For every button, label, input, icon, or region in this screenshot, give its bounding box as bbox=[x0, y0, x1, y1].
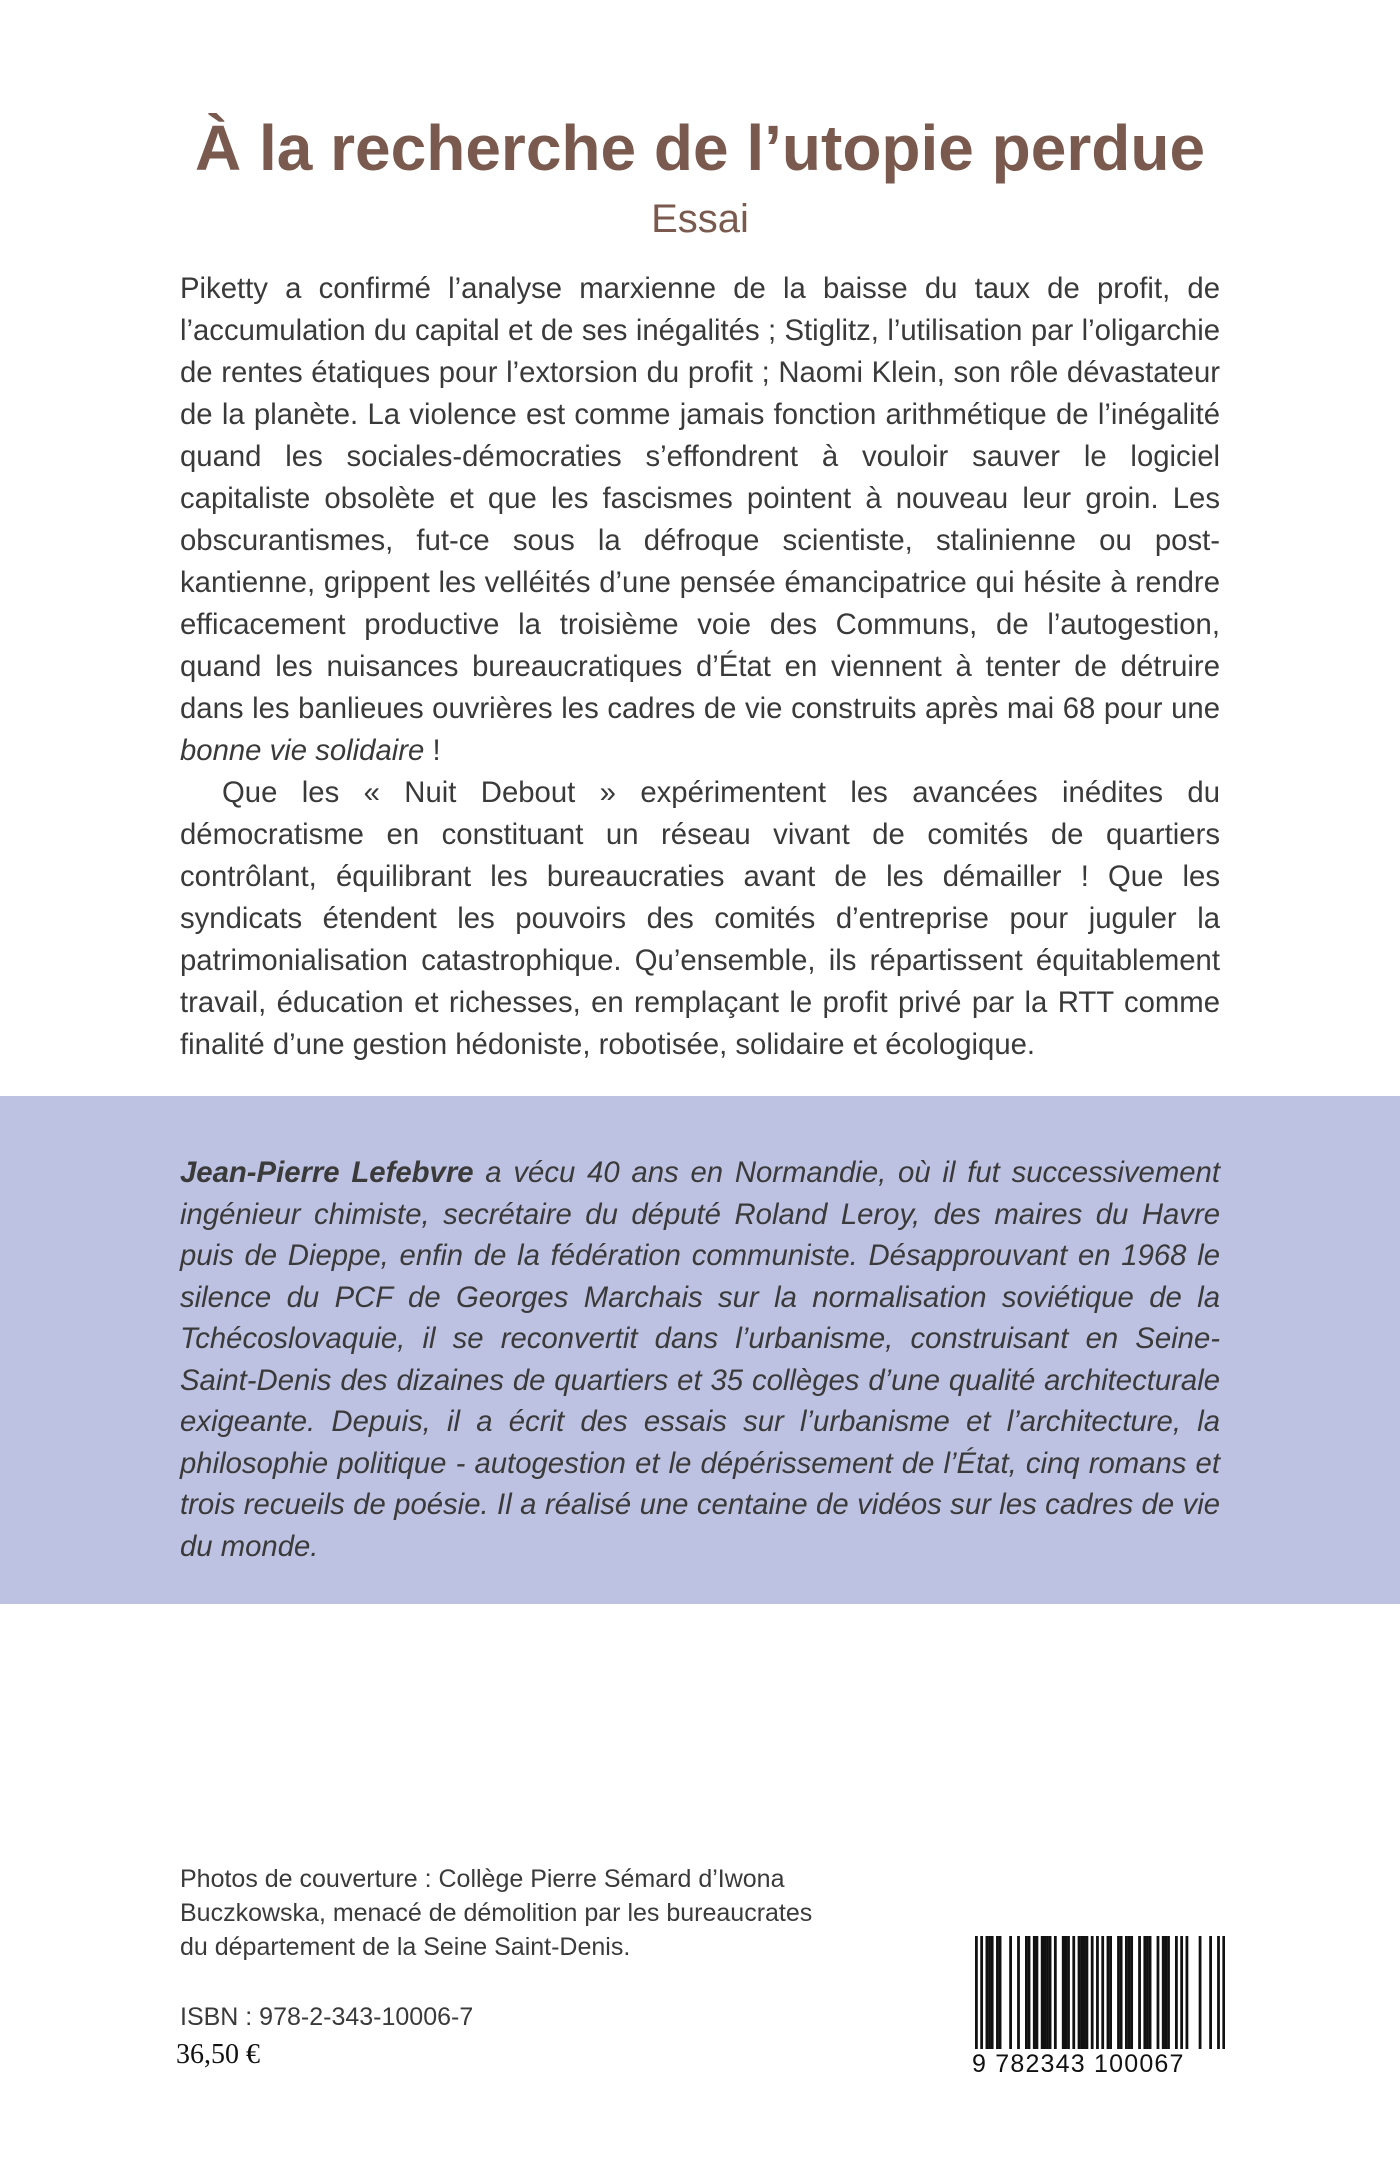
blurb bbox=[180, 268, 1220, 1066]
book-subtitle: Essai bbox=[651, 197, 749, 241]
blurb-paragraph-1-italic: bonne vie solidaire bbox=[180, 734, 425, 767]
photo-credits: Photos de couverture : Collège Pierre Sémard d’Iwona Buczkowska, menacé de démolition par les bureaucrates du département de la Seine Saint-Denis. bbox=[180, 1865, 813, 1961]
barcode-digits: 9 782343 100067 bbox=[972, 2049, 1228, 2079]
author-bio-text: a vécu 40 ans en Normandie, où il fut successivement ingénieur chimiste, secrétaire du député Roland Leroy, des maires du Havre puis de Dieppe, enfin de la fédération communiste. Désapprouvant en 1968 le silence du PCF de Georges Marchais sur la normalisation soviétique de la Tchécoslovaquie, il se reconvertit dans l’urbanisme, construisant en Seine-Saint-Denis des dizaines de quartiers et 35 collèges d’une qualité architecturale exigeante. Depuis, il a écrit des essais sur l’urbanisme et l’architecture, la philosophie politique - autogestion et le dépérissement de l’État, cinq romans et trois recueils de poésie. Il a réalisé une centaine de vidéos sur les cadres de vie du monde. bbox=[180, 1156, 1220, 1563]
price: 36,50 € bbox=[176, 2039, 260, 2070]
author-bio bbox=[180, 1152, 1220, 1567]
book-title: À la recherche de l’utopie perdue bbox=[194, 112, 1206, 184]
blurb-paragraph-1-main: Piketty a confirmé l’analyse marxienne de la baisse du taux de profit, de l’accumulation du capital et de ses inégalités ; Stiglitz, l’utilisation par l’oligarchie de rentes étatiques pour l’extorsion du profit ; Naomi Klein, son rôle dévastateur de la planète. La violence est comme jamais fonction arithmétique de l’inégalité quand les sociales-démocraties s’effondrent à vouloir sauver le logiciel capitaliste obsolète et que les fascismes pointent à nouveau leur groin. Les obscurantismes, fut-ce sous la défroque scientiste, stalinienne ou post-kantienne, grippent les velléités d’une pensée émancipatrice qui hésite à rendre efficacement productive la troisième voie des Communs, de l’autogestion, quand les nuisances bureaucratiques d’État en viennent à tenter de détruire dans les banlieues ouvrières les cadres de vie construits après mai 68 pour une bbox=[180, 272, 1220, 725]
blurb-paragraph-1 bbox=[180, 268, 1220, 772]
isbn: ISBN : 978-2-343-10006-7 bbox=[180, 2003, 474, 2031]
blurb-paragraph-1-end: ! bbox=[424, 734, 441, 767]
author-name: Jean-Pierre Lefebvre bbox=[180, 1156, 474, 1189]
blurb-paragraph-2: Que les « Nuit Debout » expérimentent les avancées inédites du démocratisme en constituant un réseau vivant de comités de quartiers contrôlant, équilibrant les bureaucraties avant de les démailler ! Que les syndicats étendent les pouvoirs des comités d’entreprise pour juguler la patrimonialisation catastrophique. Qu’ensemble, ils répartissent équitablement travail, éducation et richesses, en remplaçant le profit privé par la RTT comme finalité d’une gestion hédoniste, robotisée, solidaire et écologique. bbox=[180, 776, 1220, 1061]
